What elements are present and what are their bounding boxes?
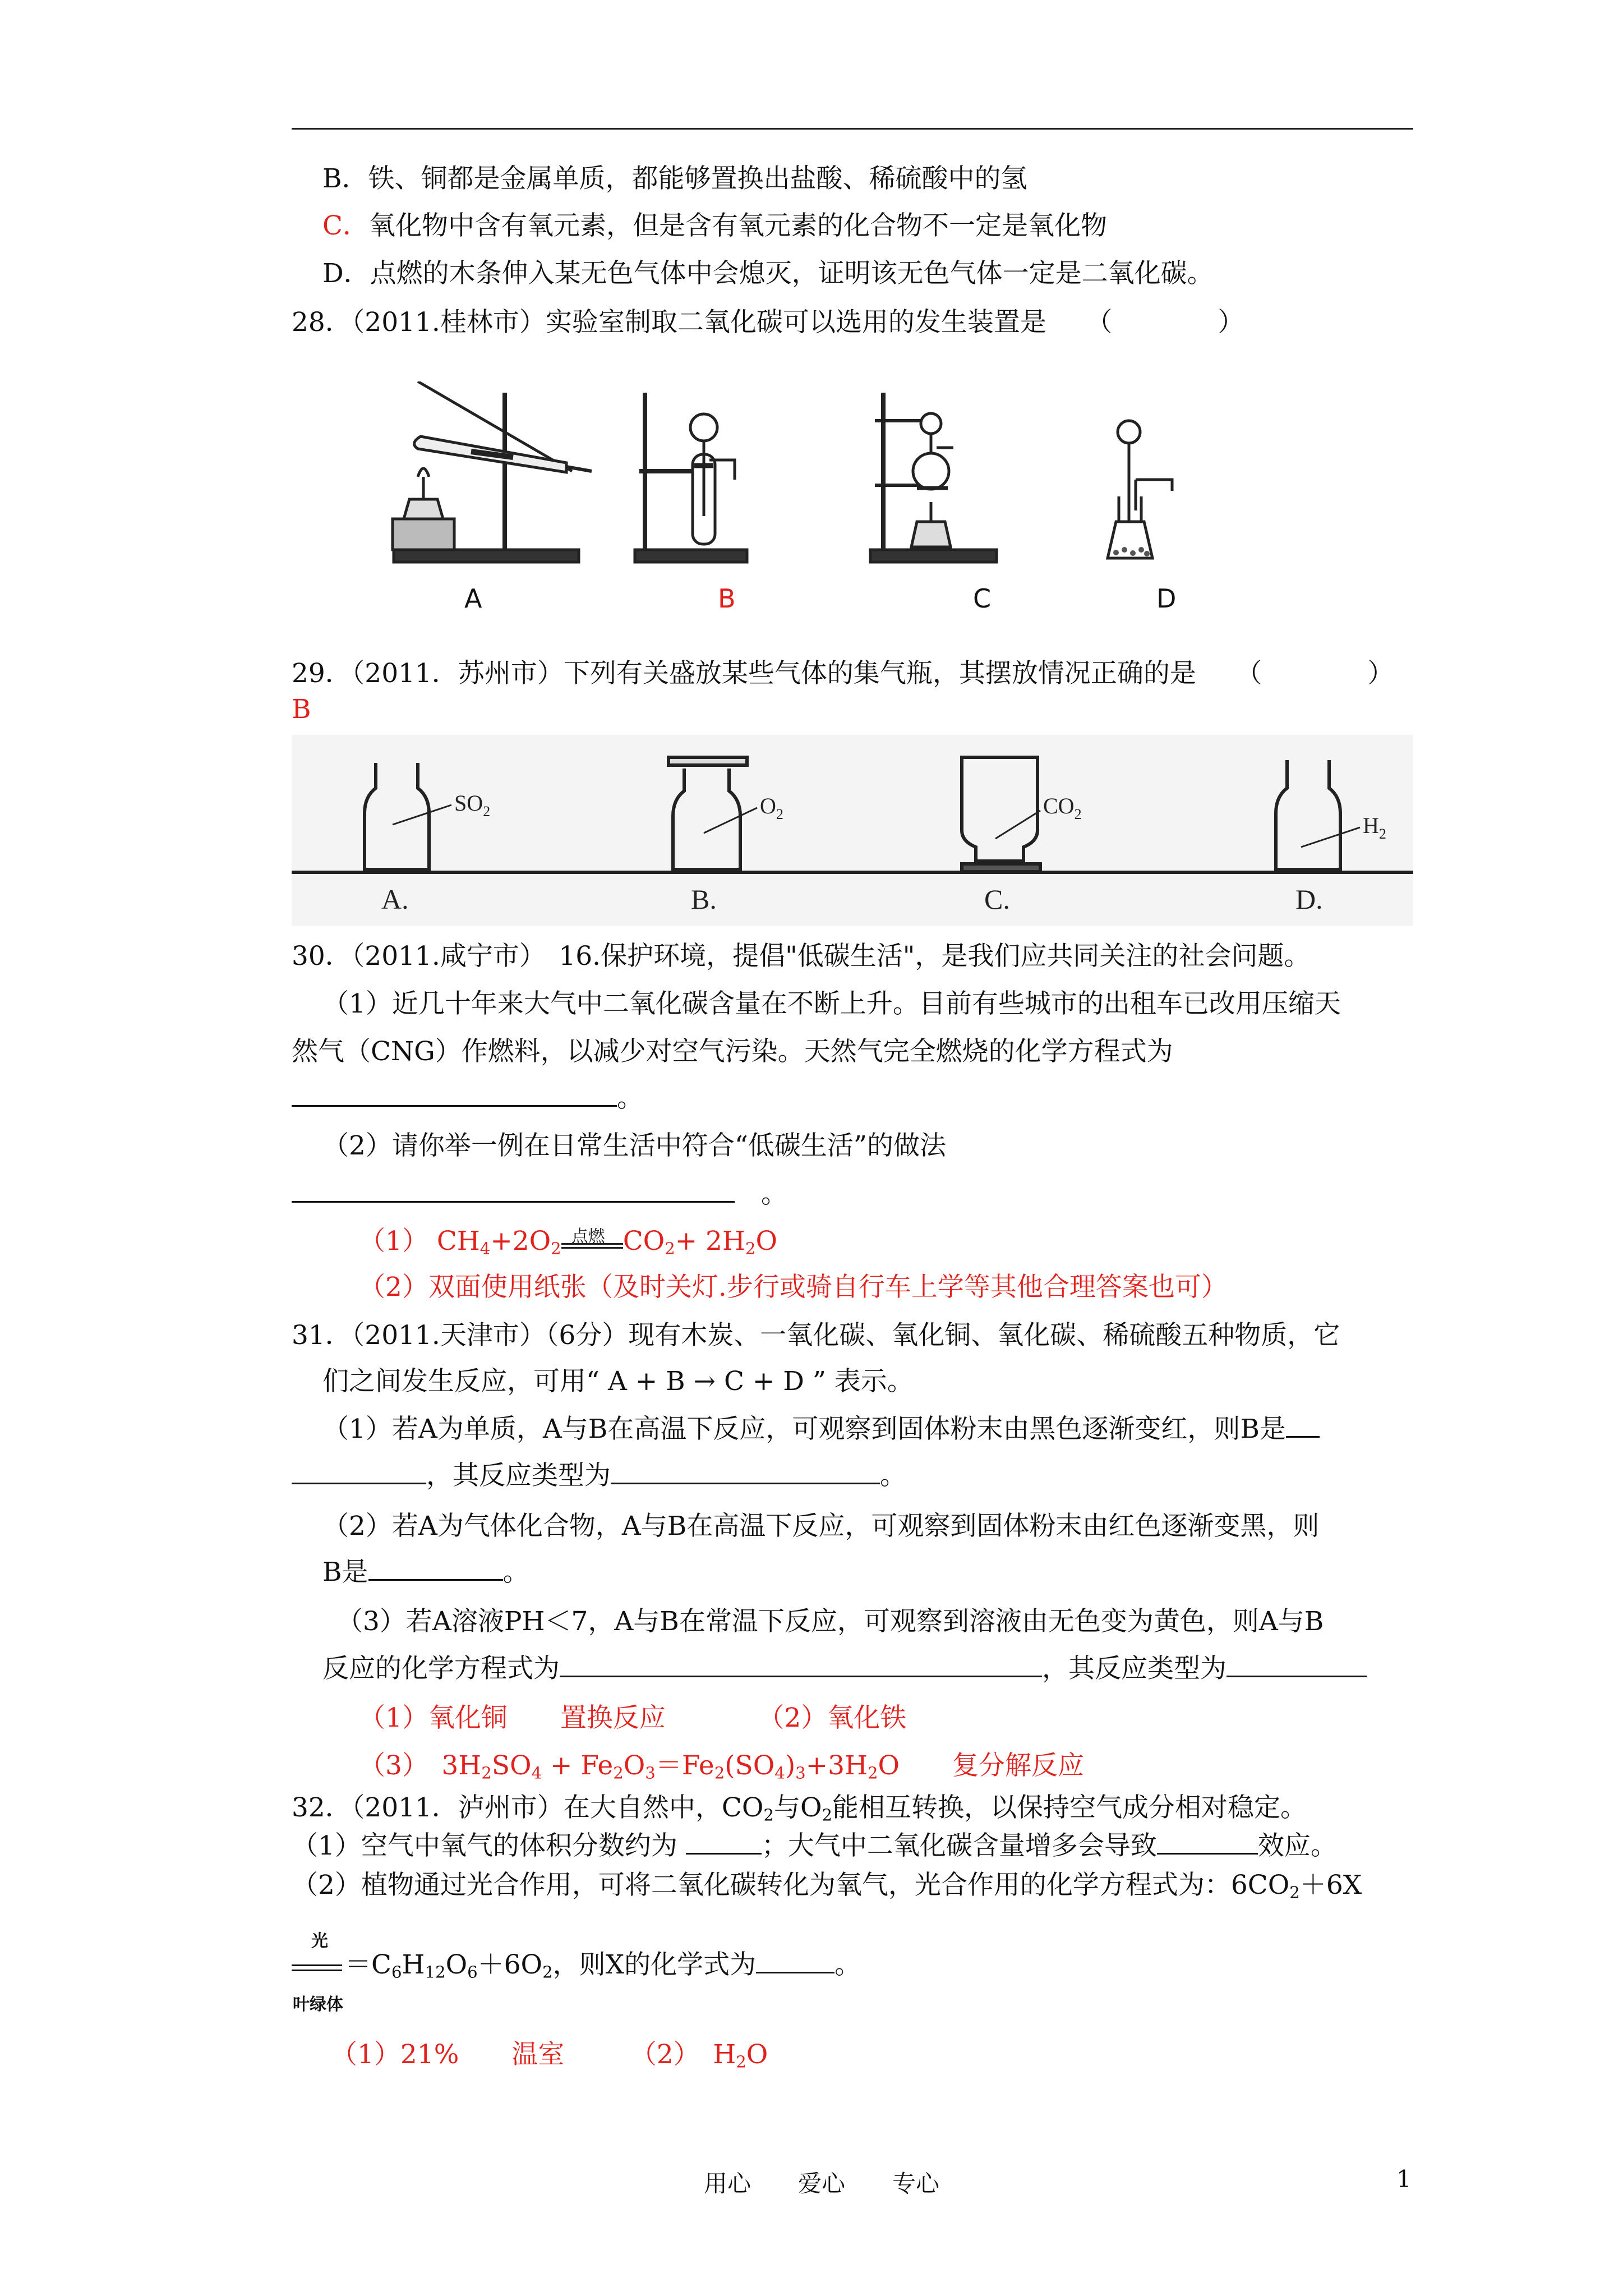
q31-answer1-text: （1）氧化铜 置换反应 bbox=[359, 1703, 666, 1733]
q31-part3: （3）若A溶液PH＜7，A与B在常温下反应，可观察到溶液由无色变为黄色，则A与B bbox=[336, 1606, 1324, 1637]
q31-part1-blank-a bbox=[1286, 1435, 1320, 1438]
q29-gas-jar-figure bbox=[292, 735, 1413, 926]
q30-part2: （2）请你举一例在日常生活中符合“低碳生活”的做法 bbox=[322, 1130, 946, 1161]
q32-stem-c: 能相互转换，以保持空气成分相对稳定。 bbox=[832, 1792, 1307, 1823]
q28-label-b: B bbox=[718, 583, 736, 614]
q31-part1-end: 。 bbox=[880, 1460, 906, 1491]
q29-gas-h2: $H_2$ bbox=[1363, 813, 1386, 842]
q32-stem-b: 与O bbox=[773, 1792, 822, 1823]
q29-label-c: C. bbox=[984, 884, 1010, 915]
q32-part2-eq-c: ，则X的化学式为 bbox=[552, 1949, 757, 1980]
q27-option-c-letter: C． bbox=[322, 210, 369, 241]
q32-part2-eq-b: ＋6O bbox=[477, 1949, 543, 1980]
header-rule bbox=[292, 128, 1413, 130]
q27-option-c-text: 氧化物中含有氧元素，但是含有氧元素的化合物不一定是氧化物 bbox=[368, 210, 1107, 241]
q31-part1-blank-b bbox=[292, 1482, 426, 1484]
q30-part2-blank-line bbox=[292, 1176, 787, 1213]
q31-answer2-text: （2）氧化铁 bbox=[771, 1703, 907, 1733]
q32-answer: （1）21% 温室 （2） $H_2O$ bbox=[331, 2039, 768, 2072]
q30-answer1-prefix: （1） bbox=[359, 1226, 428, 1257]
q29-label-b: B. bbox=[691, 884, 717, 915]
q32-part1-c: 效应。 bbox=[1257, 1830, 1337, 1861]
q30-part2-blank bbox=[292, 1200, 735, 1203]
q30-part2-end: 。 bbox=[761, 1179, 787, 1209]
q32-condition-bottom: 叶绿体 bbox=[293, 1995, 343, 2014]
q31-part3-mid: ，其反应类型为 bbox=[1042, 1653, 1227, 1684]
footer-motto: 用心 爱心 专心 bbox=[704, 2170, 940, 2197]
q29-label-d: D. bbox=[1295, 884, 1323, 915]
q32-part2-eq-a: ＝C bbox=[345, 1949, 391, 1980]
q31-part2-b: B是 bbox=[322, 1557, 368, 1588]
q30-part1-blank bbox=[292, 1105, 617, 1107]
q32-stem: 32．（2011．泸州市）在大自然中，$CO_2$与$O_2$能相互转换，以保持空气成分相对稳定。 bbox=[292, 1792, 1307, 1825]
q31-answer3-prefix: （3） bbox=[359, 1750, 416, 1781]
q29-gas-so2: $SO_2$ bbox=[454, 790, 491, 820]
q28-label-a: A bbox=[464, 583, 482, 614]
q31-stem: 31．（2011.天津市）（6分）现有木炭、一氧化碳、氧化铜、氧化碳、稀硫酸五种物质，它 bbox=[292, 1320, 1340, 1351]
q31-part1-blank-c bbox=[611, 1482, 880, 1484]
q31-part3-b: 反应的化学方程式为 bbox=[322, 1653, 560, 1684]
q31-part1-line2 bbox=[292, 1457, 906, 1494]
q31-part2-blank bbox=[368, 1579, 503, 1581]
q32-part1-a: （1）空气中氧气的体积分数约为 bbox=[292, 1830, 677, 1861]
q31-part3-blank-b bbox=[1227, 1675, 1367, 1677]
q27-option-b: B．铁、铜都是金属单质，都能够置换出盐酸、稀硫酸中的氢 bbox=[322, 163, 1027, 194]
q29-stem-text: 29．（2011．苏州市）下列有关盛放某些气体的集气瓶，其摆放情况正确的是 bbox=[292, 658, 1196, 689]
q32-part2-text: （2）植物通过光合作用，可将二氧化碳转化为氧气，光合作用的化学方程式为：6CO bbox=[292, 1870, 1290, 1901]
q31-part3-line2 bbox=[322, 1650, 1367, 1687]
q32-part2-eq-end: 。 bbox=[834, 1949, 861, 1980]
q30-part1-line2: 然气（CNG）作燃料，以减少对空气污染。天然气完全燃烧的化学方程式为 bbox=[292, 1036, 1173, 1067]
q28-paren: （ ） bbox=[1099, 307, 1244, 338]
q32-part1-b: ；大气中二氧化碳含量增多会导致 bbox=[761, 1830, 1157, 1861]
q32-part2-blank bbox=[756, 1971, 834, 1973]
q29-gas-o2: $O_2$ bbox=[760, 793, 783, 822]
q30-stem: 30．（2011.咸宁市） 16.保护环境，提倡"低碳生活"，是我们应共同关注的社会问题。 bbox=[292, 941, 1311, 972]
q28-label-d: D bbox=[1156, 583, 1177, 614]
q31-answer3: （3） $3H_2SO_4 + Fe_2O_3=Fe_2(SO_4)_3+3H_2O$ 复分解反应 bbox=[359, 1750, 1085, 1783]
q29-answer: B bbox=[292, 694, 311, 725]
q30-part1-line1: （1）近几十年来大气中二氧化碳含量在不断上升。目前有些城市的出租车已改用压缩天 bbox=[322, 988, 1341, 1019]
q28-apparatus-figure bbox=[387, 381, 1200, 572]
q30-answer2: （2）双面使用纸张（及时关灯.步行或骑自行车上学等其他合理答案也可） bbox=[359, 1272, 1228, 1303]
q30-part1-end: 。 bbox=[617, 1083, 643, 1114]
q32-part2-end: ＋6X bbox=[1299, 1870, 1362, 1901]
q32-part1-blank-a bbox=[686, 1852, 762, 1855]
q32-part2-line2: $=C_6H_{12}O_6+6O_2$，则X的化学式为 。 bbox=[345, 1949, 861, 1982]
q32-stem-a: 32．（2011．泸州市）在大自然中，CO bbox=[292, 1792, 764, 1823]
q27-option-d: D．点燃的木条伸入某无色气体中会熄灭，证明该无色气体一定是二氧化碳。 bbox=[322, 258, 1214, 289]
q29-stem bbox=[292, 655, 1394, 692]
q32-part1 bbox=[292, 1828, 1337, 1865]
q32-condition-top: 光 bbox=[311, 1931, 328, 1951]
q31-stem2: 们之间发生反应，可用“ A + B → C + D ” 表示。 bbox=[322, 1366, 914, 1397]
q32-answer-text: （1）21% 温室 （2） H bbox=[331, 2039, 736, 2070]
q31-part1-mid: ，其反应类型为 bbox=[426, 1460, 611, 1491]
q30-answer1: （1） $CH_4+2O_2$ 点燃 $CO_2+ 2H_2O$ bbox=[359, 1223, 777, 1260]
q31-part3-blank-a bbox=[560, 1675, 1042, 1677]
q28-stem bbox=[292, 304, 1244, 341]
q29-paren: （ ） bbox=[1248, 658, 1394, 689]
q31-part1-text: （1）若A为单质，A与B在高温下反应，可观察到固体粉末由黑色逐渐变红，则B是 bbox=[322, 1414, 1286, 1444]
q31-answer3-type: 复分解反应 bbox=[952, 1750, 1085, 1781]
q32-part1-blank-b bbox=[1157, 1852, 1258, 1855]
q31-part2-end: 。 bbox=[502, 1557, 529, 1588]
page-number: 1 bbox=[1396, 2165, 1412, 2193]
q31-part2-line2 bbox=[322, 1554, 529, 1591]
q28-label-c: C bbox=[973, 583, 992, 614]
q31-part2: （2）若A为气体化合物，A与B在高温下反应，可观察到固体粉末由红色逐渐变黑，则 bbox=[322, 1511, 1320, 1542]
q29-gas-co2: $CO_2$ bbox=[1043, 793, 1082, 822]
q32-equals-arrow bbox=[292, 1964, 342, 1971]
q30-part1-blank-line bbox=[292, 1080, 643, 1117]
q27-option-c bbox=[322, 208, 1107, 245]
q30-reaction-condition: 点燃 bbox=[571, 1227, 605, 1246]
q32-part2: （2）植物通过光合作用，可将二氧化碳转化为氧气，光合作用的化学方程式为：$6CO_2+6X$ bbox=[292, 1870, 1362, 1902]
q31-answer1 bbox=[359, 1700, 906, 1737]
q30-reaction-arrow bbox=[561, 1227, 623, 1254]
q29-label-a: A. bbox=[381, 884, 409, 915]
q31-part1 bbox=[322, 1411, 1320, 1448]
q32-answer-end: O bbox=[746, 2039, 768, 2070]
q28-stem-text: 28．（2011.桂林市）实验室制取二氧化碳可以选用的发生装置是 bbox=[292, 307, 1046, 338]
